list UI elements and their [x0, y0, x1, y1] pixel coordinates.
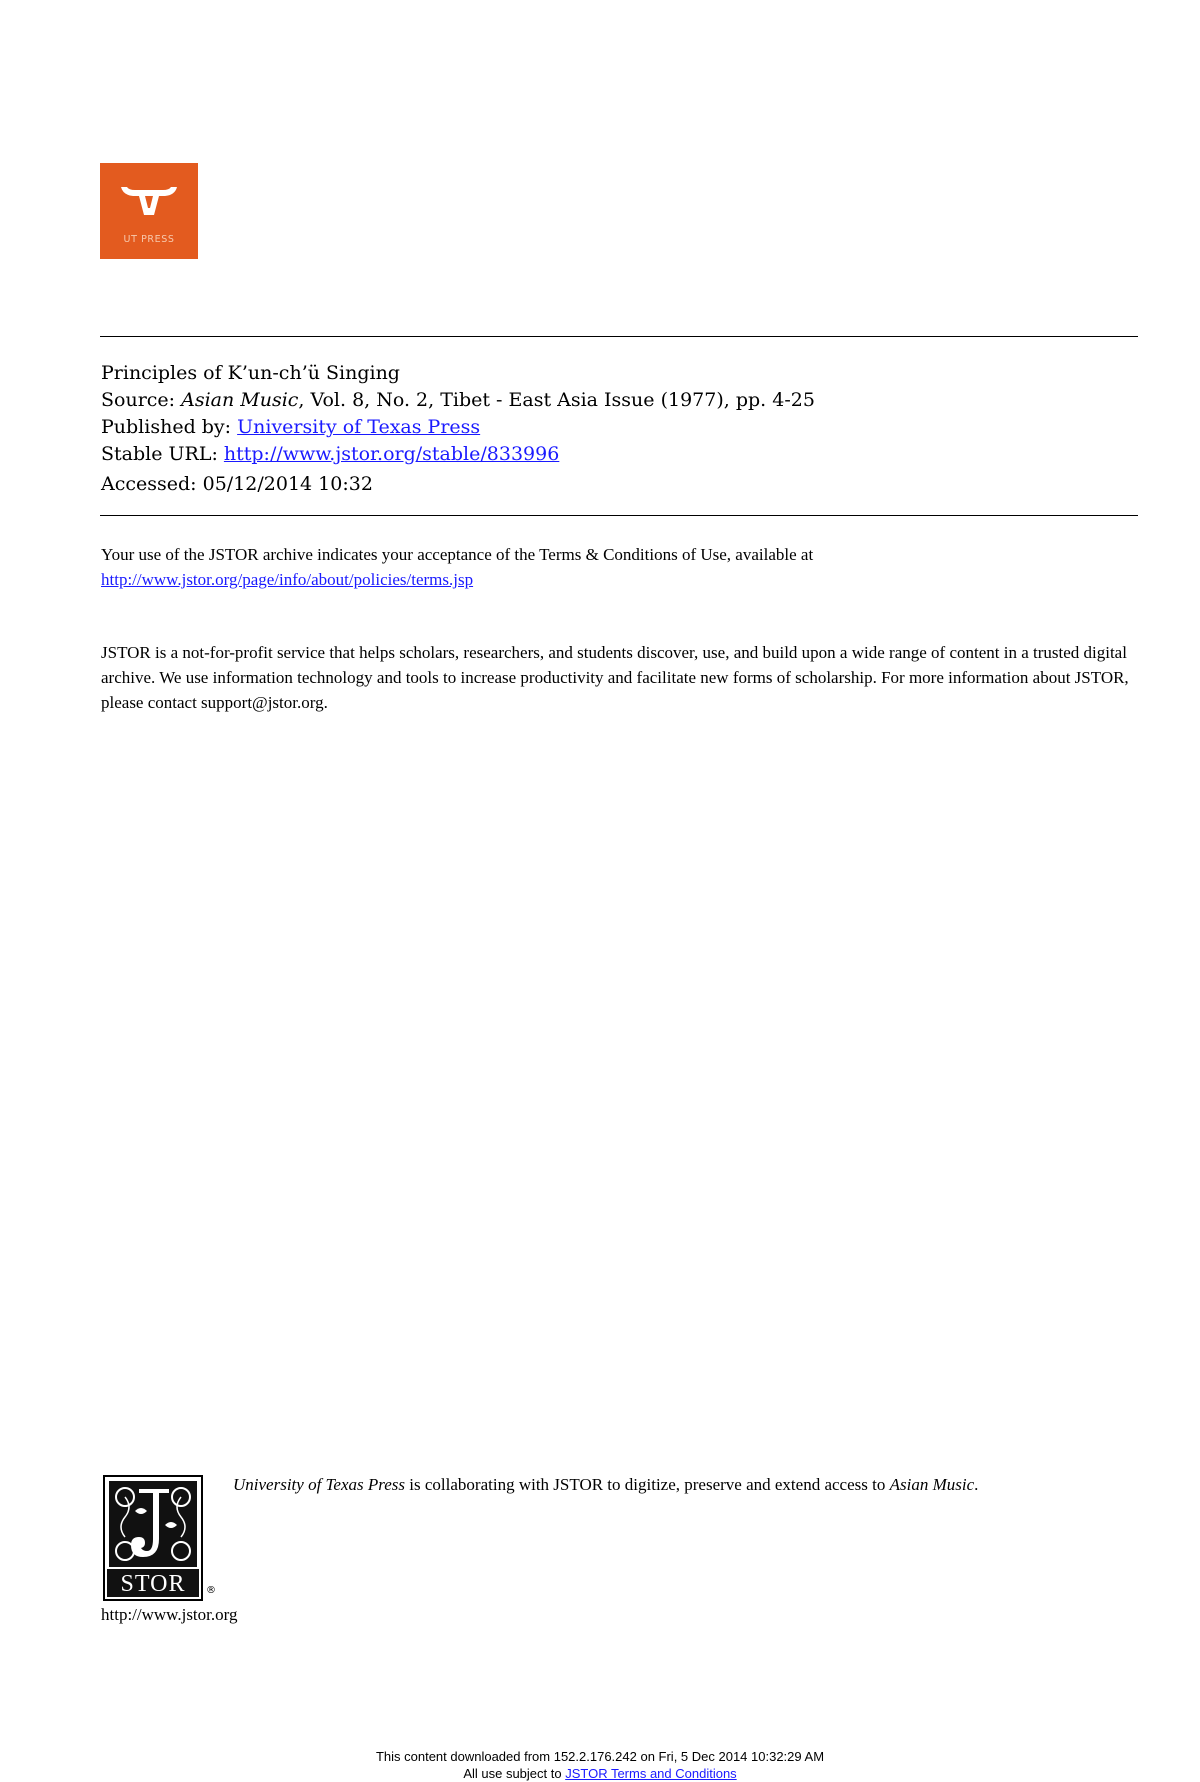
jstor-url[interactable]: http://www.jstor.org: [101, 1605, 238, 1624]
collab-middle: is collaborating with JSTOR to digitize, preserve and extend access to: [405, 1475, 890, 1494]
article-accessed: [101, 471, 1131, 498]
terms-link[interactable]: http://www.jstor.org/page/info/about/policies/terms.jsp: [101, 570, 474, 589]
ut-press-logo-text: UT PRESS: [123, 234, 175, 245]
stable-url-link[interactable]: http://www.jstor.org/stable/833996: [223, 443, 560, 465]
jstor-emblem: [109, 1481, 197, 1567]
terms-text: Your use of the JSTOR archive indicates your acceptance of the Terms & Conditions of Use, available at: [101, 545, 814, 564]
ut-press-logo: [100, 163, 198, 259]
published-label: Published by:: [101, 416, 232, 438]
bottom-divider: [100, 515, 1138, 516]
article-metadata: [101, 360, 1131, 498]
about-jstor: JSTOR is a not-for-profit service that helps scholars, researchers, and students discover, use, and build upon a wide range of content in a trusted digital archive. We use information technology and tools to increase productivity and facilitate new forms of scholarship. For more information about JSTOR, please contact support@jstor.org.: [101, 643, 1129, 712]
ornate-j-icon: [109, 1481, 197, 1567]
accessed-date: 05/12/2014 10:32: [202, 473, 373, 495]
collaboration-statement: [233, 1475, 978, 1495]
article-source: [101, 387, 1131, 414]
download-info: This content downloaded from 152.2.176.242 on Fri, 5 Dec 2014 10:32:29 AM: [375, 1749, 825, 1764]
jstor-logo: [103, 1475, 203, 1601]
collab-journal: Asian Music: [889, 1475, 975, 1494]
terms-footer-prefix: All use subject to: [463, 1766, 566, 1781]
article-publisher: [101, 414, 1131, 441]
collab-end: .: [974, 1475, 979, 1494]
jstor-wordmark: STOR: [107, 1569, 199, 1597]
stable-url-label: Stable URL:: [101, 443, 218, 465]
journal-name: Asian Music: [181, 389, 299, 411]
source-details: , Vol. 8, No. 2, Tibet - East Asia Issue (1977), pp. 4-25: [298, 389, 815, 411]
top-divider: [100, 336, 1138, 337]
article-stable-url: [101, 441, 1131, 468]
download-footer: [0, 1748, 1200, 1782]
registered-mark: ®: [206, 1585, 216, 1596]
terms-footer: [0, 1765, 1200, 1782]
accessed-label: Accessed:: [101, 473, 197, 495]
terms-footer-link[interactable]: JSTOR Terms and Conditions: [565, 1766, 737, 1781]
source-label: Source:: [101, 389, 176, 411]
article-title: Principles of K’un-ch’ü Singing: [101, 362, 400, 384]
terms-notice: [101, 542, 1131, 592]
publisher-link[interactable]: University of Texas Press: [237, 416, 481, 438]
collab-publisher: University of Texas Press: [233, 1475, 406, 1494]
longhorn-icon: [117, 179, 181, 223]
